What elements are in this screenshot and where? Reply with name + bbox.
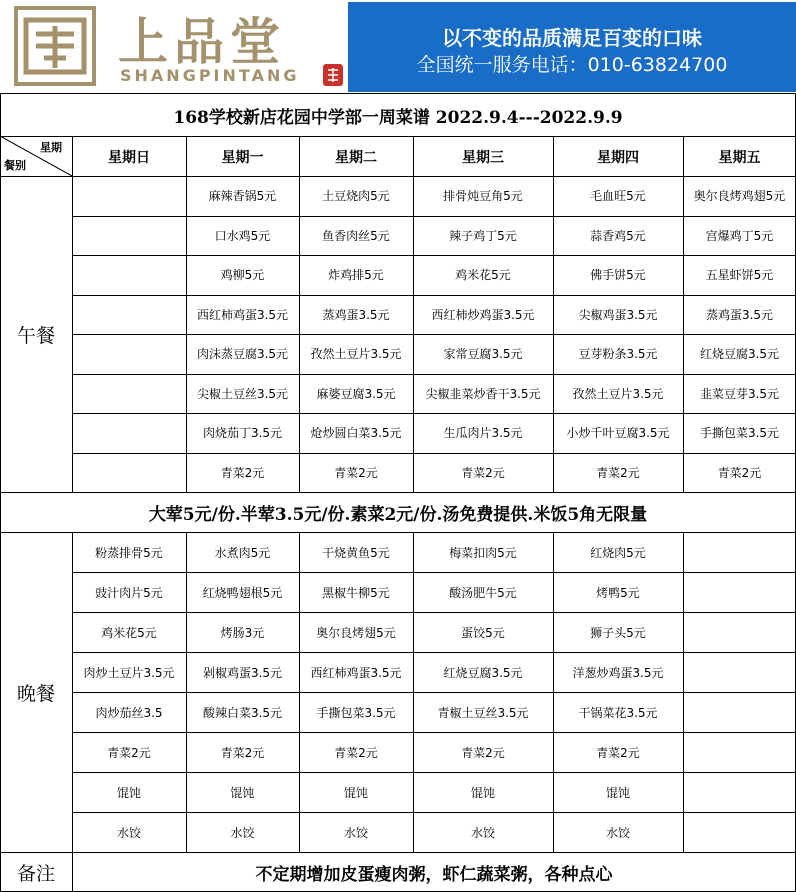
dinner-dish-cell: 红烧肉5元 xyxy=(590,545,646,560)
table-top-border xyxy=(0,93,796,94)
lunch-dish-cell: 豆芽粉条3.5元 xyxy=(578,347,658,362)
lunch-dish-cell xyxy=(72,176,186,216)
lunch-dish-cell xyxy=(72,453,186,493)
lunch-dish-cell: 生瓜肉片3.5元 xyxy=(443,426,523,441)
lunch-dish-cell xyxy=(72,255,186,295)
lunch-dish-cell: 鸡米花5元 xyxy=(455,268,511,283)
lunch-dish-cell: 孜然土豆片3.5元 xyxy=(572,386,664,401)
corner-meal-label: 餐别 xyxy=(4,159,26,172)
slogan-banner xyxy=(348,2,796,92)
day-header-cell: 星期二 xyxy=(335,149,377,166)
lunch-dish-cell: 孜然土豆片3.5元 xyxy=(310,347,402,362)
dinner-dish-cell: 洋葱炒鸡蛋3.5元 xyxy=(572,665,664,680)
lunch-dish-cell xyxy=(72,374,186,414)
lunch-dish-cell xyxy=(72,295,186,335)
lunch-dish-cell: 蒸鸡蛋3.5元 xyxy=(322,307,390,322)
dinner-dish-cell: 酸汤肥牛5元 xyxy=(449,585,517,600)
dinner-dish-cell: 奥尔良烤翅5元 xyxy=(316,625,396,640)
lunch-dish-cell: 尖椒鸡蛋3.5元 xyxy=(578,307,658,322)
dinner-dish-cell: 水煮肉5元 xyxy=(214,545,271,560)
lunch-dish-cell: 肉烧茄丁3.5元 xyxy=(202,426,283,441)
dinner-dish-cell: 西红柿鸡蛋3.5元 xyxy=(310,665,402,680)
lunch-dish-cell: 毛血旺5元 xyxy=(590,189,646,204)
price-note: 大荤5元/份.半荤3.5元/份.素菜2元/份.汤免费提供.米饭5角无限量 xyxy=(148,504,648,525)
lunch-dish-cell: 炸鸡排5元 xyxy=(328,268,384,283)
dinner-dish-cell xyxy=(683,532,796,572)
dinner-dish-cell: 馄饨 xyxy=(343,785,368,800)
dinner-dish-cell: 豉汁肉片5元 xyxy=(95,585,163,600)
dinner-dish-cell xyxy=(683,812,796,852)
logo-emblem-icon xyxy=(14,6,96,86)
lunch-dish-cell: 土豆烧肉5元 xyxy=(322,189,390,204)
lunch-dish-cell: 肉沫蒸豆腐3.5元 xyxy=(196,347,289,362)
dinner-dish-cell: 水饺 xyxy=(230,825,255,840)
day-header-cell: 星期一 xyxy=(221,149,264,166)
lunch-dish-cell: 炝炒圆白菜3.5元 xyxy=(310,426,402,441)
dinner-dish-cell: 水饺 xyxy=(343,825,368,840)
lunch-dish-cell: 青菜2元 xyxy=(334,465,378,480)
dinner-dish-cell xyxy=(683,572,796,612)
dinner-dish-cell: 狮子头5元 xyxy=(590,625,646,640)
lunch-dish-cell xyxy=(72,216,186,256)
slogan-line1: 以不变的品质满足百变的口味 xyxy=(442,26,702,50)
lunch-dish-cell: 尖椒韭菜炒香干3.5元 xyxy=(425,386,541,401)
dinner-dish-cell: 干烧黄鱼5元 xyxy=(322,545,390,560)
dinner-dish-cell: 手撕包菜3.5元 xyxy=(316,705,396,720)
lunch-dish-cell: 蒸鸡蛋3.5元 xyxy=(705,307,774,322)
dinner-dish-cell: 肉炒茄丝3.5 xyxy=(95,705,163,720)
lunch-dish-cell: 韭菜豆芽3.5元 xyxy=(699,386,780,401)
dinner-dish-cell: 水饺 xyxy=(470,825,495,840)
header xyxy=(0,0,796,93)
dinner-dish-cell: 烤肠3元 xyxy=(220,625,265,640)
remarks-text: 不定期增加皮蛋瘦肉粥，虾仁蔬菜粥，各种点心 xyxy=(255,864,613,885)
dinner-dish-cell: 干锅菜花3.5元 xyxy=(578,705,658,720)
lunch-dish-cell: 蒜香鸡5元 xyxy=(590,228,646,243)
dinner-dish-cell: 粉蒸排骨5元 xyxy=(95,545,163,560)
lunch-dish-cell: 青菜2元 xyxy=(717,465,762,480)
seal-stamp-icon xyxy=(322,63,344,87)
dinner-dish-cell: 肉炒土豆片3.5元 xyxy=(83,665,175,680)
dinner-dish-cell: 烤鸭5元 xyxy=(596,585,640,600)
lunch-dish-cell: 鱼香肉丝5元 xyxy=(322,228,390,243)
lunch-dish-cell: 青菜2元 xyxy=(596,465,640,480)
lunch-dish-cell: 宫爆鸡丁5元 xyxy=(705,228,774,243)
logo-chinese: 上品堂 xyxy=(118,12,286,71)
dinner-dish-cell: 青椒土豆丝3.5元 xyxy=(437,705,529,720)
dinner-label: 晚餐 xyxy=(16,682,55,705)
logo-english: SHANGPINTANG xyxy=(120,66,300,85)
dinner-dish-cell: 梅菜扣肉5元 xyxy=(449,545,517,560)
logo-area xyxy=(0,0,346,93)
slogan-phone: 全国统一服务电话：010-63824700 xyxy=(416,54,728,76)
dinner-dish-cell: 鸡米花5元 xyxy=(101,625,157,640)
dinner-dish-cell: 黑椒牛柳5元 xyxy=(322,585,390,600)
lunch-dish-cell: 口水鸡5元 xyxy=(214,228,271,243)
dinner-dish-cell xyxy=(683,692,796,732)
corner-weekday-label: 星期 xyxy=(40,141,62,154)
dinner-dish-cell: 剁椒鸡蛋3.5元 xyxy=(202,665,283,680)
lunch-dish-cell: 青菜2元 xyxy=(220,465,265,480)
dinner-dish-cell xyxy=(683,652,796,692)
lunch-dish-cell: 家常豆腐3.5元 xyxy=(443,347,523,362)
dinner-dish-cell: 酸辣白菜3.5元 xyxy=(202,705,283,720)
lunch-dish-cell: 西红柿炒鸡蛋3.5元 xyxy=(431,307,535,322)
lunch-label: 午餐 xyxy=(16,324,55,347)
lunch-dish-cell: 手撕包菜3.5元 xyxy=(699,426,780,441)
day-header-cell: 星期五 xyxy=(718,149,761,166)
dinner-dish-cell xyxy=(683,772,796,812)
dinner-dish-cell: 馄饨 xyxy=(470,785,495,800)
dinner-dish-cell: 红烧豆腐3.5元 xyxy=(443,665,523,680)
dinner-dish-cell: 水饺 xyxy=(116,825,141,840)
dinner-dish-cell xyxy=(683,732,796,772)
day-header-cell: 星期日 xyxy=(108,149,150,166)
lunch-dish-cell: 奥尔良烤鸡翅5元 xyxy=(693,189,786,204)
lunch-dish-cell: 排骨炖豆角5元 xyxy=(443,189,523,204)
lunch-dish-cell: 鸡柳5元 xyxy=(220,268,265,283)
dinner-dish-cell: 青菜2元 xyxy=(596,745,640,760)
dinner-dish-cell: 红烧鸭翅根5元 xyxy=(202,585,283,600)
dinner-dish-cell: 馄饨 xyxy=(116,785,141,800)
lunch-dish-cell: 小炒千叶豆腐3.5元 xyxy=(566,426,670,441)
lunch-dish-cell: 麻辣香锅5元 xyxy=(208,189,277,204)
dinner-dish-cell: 水饺 xyxy=(605,825,630,840)
lunch-dish-cell: 五星虾饼5元 xyxy=(705,268,774,283)
menu-title: 168学校新店花园中学部一周菜谱 2022.9.4---2022.9.9 xyxy=(173,107,623,128)
lunch-dish-cell: 红烧豆腐3.5元 xyxy=(699,347,780,362)
dinner-dish-cell: 青菜2元 xyxy=(220,745,265,760)
day-header-cell: 星期四 xyxy=(597,149,639,166)
lunch-dish-cell: 尖椒土豆丝3.5元 xyxy=(196,386,289,401)
lunch-dish-cell: 佛手饼5元 xyxy=(590,268,646,283)
lunch-dish-cell: 青菜2元 xyxy=(461,465,505,480)
dinner-dish-cell: 青菜2元 xyxy=(334,745,378,760)
remarks-label: 备注 xyxy=(16,862,55,885)
lunch-dish-cell: 辣子鸡丁5元 xyxy=(449,228,517,243)
lunch-dish-cell: 西红柿鸡蛋3.5元 xyxy=(196,307,289,322)
dinner-dish-cell: 青菜2元 xyxy=(461,745,505,760)
day-header-cell: 星期三 xyxy=(462,149,504,166)
dinner-dish-cell: 蛋饺5元 xyxy=(461,625,505,640)
lunch-dish-cell xyxy=(72,334,186,374)
lunch-dish-cell xyxy=(72,413,186,453)
dinner-dish-cell: 馄饨 xyxy=(605,785,630,800)
dinner-dish-cell: 馄饨 xyxy=(230,785,255,800)
dinner-dish-cell xyxy=(683,612,796,652)
lunch-dish-cell: 麻婆豆腐3.5元 xyxy=(316,386,396,401)
dinner-dish-cell: 青菜2元 xyxy=(107,745,151,760)
